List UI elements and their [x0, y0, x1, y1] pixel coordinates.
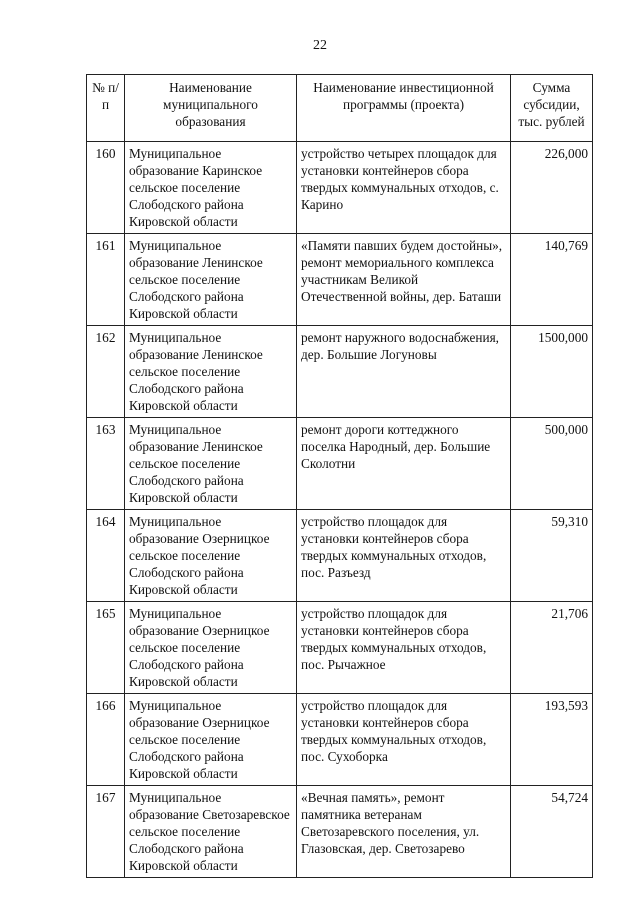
- row-program: устройство площадок для установки контейнеров сбора твердых коммунальных отходов, пос. Рычажное: [297, 602, 511, 694]
- header-num: № п/п: [87, 75, 125, 142]
- table-row: [87, 510, 593, 602]
- header-sum: Сумма субсидии, тыс. рублей: [511, 75, 593, 142]
- row-num: 166: [87, 694, 125, 786]
- row-num: 160: [87, 142, 125, 234]
- table-row: [87, 234, 593, 326]
- row-program: ремонт наружного водоснабжения, дер. Большие Логуновы: [297, 326, 511, 418]
- row-sum: 21,706: [511, 602, 593, 694]
- row-sum: 59,310: [511, 510, 593, 602]
- table-header-row: [87, 75, 593, 142]
- table-row: [87, 142, 593, 234]
- row-program: ремонт дороги коттеджного поселка Народный, дер. Большие Сколотни: [297, 418, 511, 510]
- row-sum: 54,724: [511, 786, 593, 878]
- row-municipality: Муниципальное образование Озерницкое сельское поселение Слободского района Кировской области: [125, 694, 297, 786]
- row-num: 161: [87, 234, 125, 326]
- row-program: устройство четырех площадок для установки контейнеров сбора твердых коммунальных отходов, с. Карино: [297, 142, 511, 234]
- row-num: 163: [87, 418, 125, 510]
- row-municipality: Муниципальное образование Озерницкое сельское поселение Слободского района Кировской области: [125, 602, 297, 694]
- row-sum: 500,000: [511, 418, 593, 510]
- row-num: 165: [87, 602, 125, 694]
- header-program: Наименование инвестиционной программы (проекта): [297, 75, 511, 142]
- row-program: «Вечная память», ремонт памятника ветеранам Светозаревского поселения, ул. Глазовская, дер. Светозарево: [297, 786, 511, 878]
- row-sum: 1500,000: [511, 326, 593, 418]
- row-sum: 193,593: [511, 694, 593, 786]
- row-municipality: Муниципальное образование Ленинское сельское поселение Слободского района Кировской области: [125, 234, 297, 326]
- table-row: [87, 602, 593, 694]
- row-sum: 140,769: [511, 234, 593, 326]
- row-num: 164: [87, 510, 125, 602]
- row-program: устройство площадок для установки контейнеров сбора твердых коммунальных отходов, пос. Сухоборка: [297, 694, 511, 786]
- row-num: 167: [87, 786, 125, 878]
- row-municipality: Муниципальное образование Каринское сельское поселение Слободского района Кировской области: [125, 142, 297, 234]
- row-program: «Памяти павших будем достойны», ремонт мемориального комплекса участникам Великой Отечественной войны, дер. Баташи: [297, 234, 511, 326]
- page-number: 22: [313, 38, 327, 53]
- table-row: [87, 694, 593, 786]
- row-municipality: Муниципальное образование Ленинское сельское поселение Слободского района Кировской области: [125, 326, 297, 418]
- table-row: [87, 418, 593, 510]
- table-row: [87, 326, 593, 418]
- row-municipality: Муниципальное образование Озерницкое сельское поселение Слободского района Кировской области: [125, 510, 297, 602]
- subsidy-table: [86, 74, 593, 878]
- header-municipality: Наименование муниципального образования: [125, 75, 297, 142]
- row-sum: 226,000: [511, 142, 593, 234]
- table-row: [87, 786, 593, 878]
- row-municipality: Муниципальное образование Светозаревское сельское поселение Слободского района Кировской области: [125, 786, 297, 878]
- row-program: устройство площадок для установки контейнеров сбора твердых коммунальных отходов, пос. Разъезд: [297, 510, 511, 602]
- row-num: 162: [87, 326, 125, 418]
- row-municipality: Муниципальное образование Ленинское сельское поселение Слободского района Кировской области: [125, 418, 297, 510]
